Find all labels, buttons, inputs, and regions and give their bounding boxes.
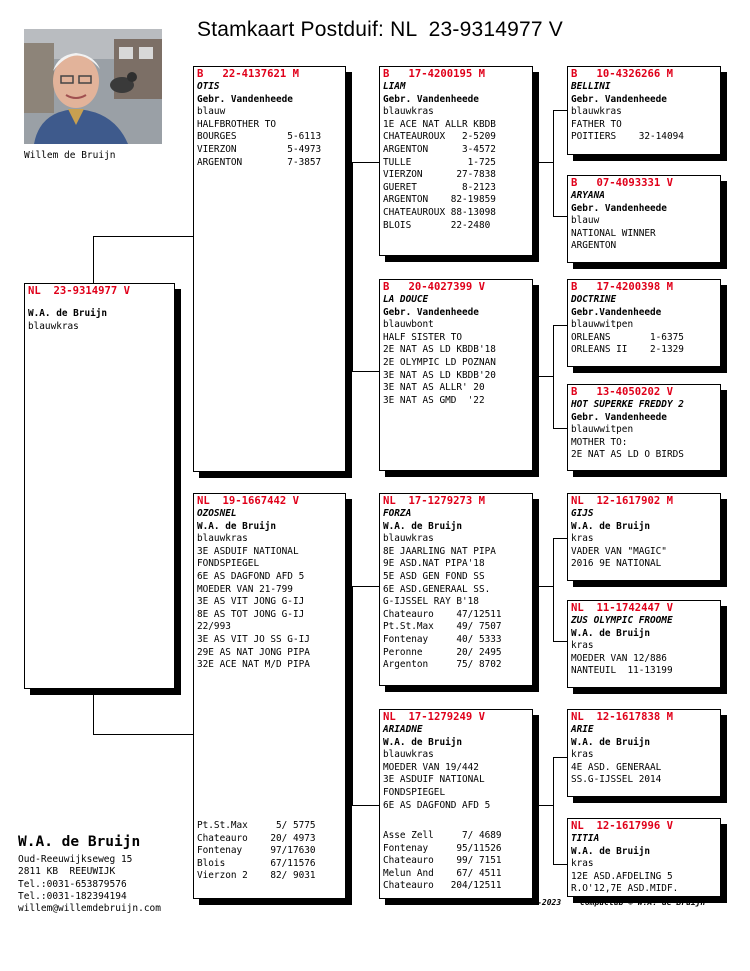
text-line: Chateauro 204/12511	[383, 880, 502, 892]
text-line: blauw	[571, 215, 600, 227]
text-line: BLOIS 22-2480	[383, 219, 491, 231]
breeder-name: Gebr.Vandenheede	[571, 306, 662, 318]
owner-address	[18, 854, 161, 915]
text-line: 3E AS VIT JONG G-IJ	[197, 596, 305, 608]
ring-number: NL 23-9314977 V	[28, 285, 131, 297]
pigeon-color: blauwkras	[28, 320, 79, 332]
text-line: willem@willemdebruijn.com	[18, 903, 161, 915]
pedigree-lines	[383, 319, 528, 407]
text-line: Fontenay 97/17630	[197, 845, 316, 857]
pigeon-name: FORZA	[383, 508, 412, 519]
text-line: 12E ASD.AFDELING 5	[571, 870, 673, 882]
pigeon-name: DOCTRINE	[571, 294, 617, 305]
text-line: CHATEAUROUX 2-5209	[383, 131, 496, 143]
text-line: MOTHER TO:	[571, 436, 628, 448]
page-title: Stamkaart Postduif: NL 23-9314977 V	[197, 18, 563, 41]
sire-sire-sire-card[interactable]	[567, 66, 721, 155]
text-line: 22/993	[197, 621, 231, 633]
text-line: 29E AS NAT JONG PIPA	[197, 646, 310, 658]
ring-number: NL 17-1279273 M	[383, 495, 486, 507]
pedigree-lines	[197, 106, 341, 169]
text-line: POITIERS 32-14094	[571, 131, 684, 143]
ring-number: NL 11-1742447 V	[571, 602, 674, 614]
connector-line	[553, 325, 554, 428]
ring-number: B 17-4200195 M	[383, 68, 486, 80]
pedigree-lines	[383, 749, 528, 812]
pigeon-name: OTIS	[197, 81, 220, 92]
text-line: blauwkras	[197, 533, 248, 545]
owner-contact	[18, 834, 161, 915]
breeder-name: W.A. de Bruijn	[571, 627, 651, 639]
text-line: BOURGES 5-6113	[197, 131, 322, 143]
text-line: 2E NAT AS LD O BIRDS	[571, 449, 684, 461]
race-results	[383, 830, 502, 893]
text-line: HALFBROTHER TO	[197, 118, 277, 130]
connector-line	[553, 538, 554, 641]
text-line: 8E AS TOT JONG G-IJ	[197, 608, 305, 620]
pigeon-name: ZUS OLYMPIC FROOME	[571, 615, 673, 626]
text-line: Chateauro 47/12511	[383, 608, 502, 620]
text-line: 2E OLYMPIC LD POZNAN	[383, 356, 496, 368]
ring-number: NL 12-1617996 V	[571, 820, 674, 832]
sire-sire-dam-card[interactable]	[567, 175, 721, 263]
dam-sire-dam-card[interactable]	[567, 600, 721, 688]
connector-line	[553, 428, 567, 429]
sire-sire-card[interactable]	[379, 66, 533, 256]
text-line: SS.G-IJSSEL 2014	[571, 774, 662, 786]
text-line: 9E ASD.NAT PIPA'18	[383, 558, 485, 570]
owner-name: W.A. de Bruijn	[18, 834, 141, 850]
text-line: Tel.:0031-182394194	[18, 890, 127, 902]
connector-line	[352, 586, 353, 805]
pedigree-lines	[383, 533, 528, 672]
connector-line	[553, 325, 567, 326]
text-line: Peronne 20/ 2495	[383, 646, 502, 658]
pigeon-name: OZOSNEL	[197, 508, 237, 519]
connector-line	[93, 236, 94, 284]
pigeon-name: ARYANA	[571, 190, 605, 201]
text-line: Asse Zell 7/ 4689	[383, 830, 502, 841]
text-line: 2811 KB REEUWIJK	[18, 866, 116, 878]
text-line: 3E NAT AS GMD '22	[383, 394, 485, 406]
text-line: Chateauro 99/ 7151	[383, 855, 502, 867]
text-line: TULLE 1-725	[383, 156, 496, 168]
breeder-name: Gebr. Vandenheede	[383, 93, 479, 105]
text-line: Fontenay 95/11526	[383, 842, 502, 854]
connector-line	[537, 586, 553, 587]
sire-dam-sire-card[interactable]	[567, 279, 721, 367]
text-line: kras	[571, 640, 594, 652]
text-line: 2E NAT AS LD KBDB'18	[383, 344, 496, 356]
ring-number: B 22-4137621 M	[197, 68, 300, 80]
text-line: 3E ASDUIF NATIONAL	[197, 545, 299, 557]
text-line: ARGENTON 82-19859	[383, 194, 496, 206]
dam-sire-card[interactable]	[379, 493, 533, 686]
ring-number: B 13-4050202 V	[571, 386, 674, 398]
text-line: 3E AS VIT JO SS G-IJ	[197, 633, 310, 645]
text-line: 8E JAARLING NAT PIPA	[383, 545, 496, 557]
text-line: Melun And 67/ 4511	[383, 867, 502, 879]
text-line: blauwkras	[383, 106, 434, 118]
text-line: R.O'12,7E ASD.MIDF.	[571, 883, 679, 895]
sire-card[interactable]	[193, 66, 346, 472]
ring-number: NL 19-1667442 V	[197, 495, 300, 507]
ring-number: B 20-4027399 V	[383, 281, 486, 293]
dam-card[interactable]	[193, 493, 346, 899]
connector-line	[537, 805, 553, 806]
pigeon-name: HOT SUPERKE FREDDY 2	[571, 399, 684, 410]
breeder-name: W.A. de Bruijn	[383, 736, 463, 748]
text-line: 4E ASD. GENERAAL	[571, 761, 662, 773]
connector-line	[93, 689, 94, 734]
text-line: Argenton 75/ 8702	[383, 659, 502, 671]
breeder-name: Gebr. Vandenheede	[197, 93, 293, 105]
text-line: Pt.St.Max 5/ 5775	[197, 820, 316, 831]
text-line: 6E AS DAGFOND AFD 5	[383, 799, 491, 811]
subject-pigeon-card[interactable]	[24, 283, 175, 689]
print-date: 29-10-2023	[513, 898, 562, 907]
sire-dam-card[interactable]	[379, 279, 533, 471]
text-line: blauwwitpen	[571, 319, 634, 331]
text-line: blauw	[197, 106, 226, 118]
pigeon-name: LA DOUCE	[383, 294, 429, 305]
pedigree-lines	[197, 533, 341, 672]
text-line: kras	[571, 533, 594, 545]
text-line: blauwkras	[571, 106, 622, 118]
connector-line	[352, 162, 353, 272]
pedigree-lines	[571, 533, 716, 571]
connector-line	[352, 805, 379, 806]
text-line: Pt.St.Max 49/ 7507	[383, 621, 502, 633]
pedigree-lines	[571, 106, 716, 144]
text-line: FATHER TO	[571, 118, 622, 130]
breeder-name: W.A. de Bruijn	[571, 736, 651, 748]
connector-line	[553, 110, 567, 111]
text-line: Blois 67/11576	[197, 857, 316, 869]
pigeon-name: GIJS	[571, 508, 594, 519]
text-line: blauwkras	[383, 749, 434, 761]
dam-dam-card[interactable]	[379, 709, 533, 899]
photo-caption: Willem de Bruijn	[24, 150, 116, 161]
pigeon-name: ARIADNE	[383, 724, 423, 735]
pedigree-lines	[571, 749, 716, 787]
text-line: VIERZON 27-7838	[383, 169, 496, 181]
connector-line	[352, 371, 379, 372]
breeder-name: Gebr. Vandenheede	[571, 93, 667, 105]
race-results	[197, 820, 316, 883]
pedigree-lines	[571, 319, 716, 357]
breeder-name: Gebr. Vandenheede	[383, 306, 479, 318]
ring-number: NL 12-1617838 M	[571, 711, 674, 723]
dam-dam-sire-card[interactable]	[567, 709, 721, 797]
pedigree-lines	[571, 424, 716, 462]
text-line: 3E NAT AS LD KBDB'20	[383, 369, 496, 381]
breeder-name: W.A. de Bruijn	[197, 520, 277, 532]
connector-line	[537, 376, 553, 377]
text-line: 2016 9E NATIONAL	[571, 558, 662, 570]
pigeon-name: BELLINI	[571, 81, 611, 92]
connector-line	[93, 734, 193, 735]
text-line: 3E NAT AS ALLR' 20	[383, 382, 485, 394]
pedigree-lines	[383, 106, 528, 232]
text-line: Oud-Reeuwijkseweg 15	[18, 854, 133, 865]
connector-line	[553, 538, 567, 539]
text-line: G-IJSSEL RAY B'18	[383, 596, 479, 608]
text-line: Chateauro 20/ 4973	[197, 832, 316, 844]
text-line: NANTEUIL 11-13199	[571, 665, 673, 677]
text-line: FONDSPIEGEL	[197, 558, 260, 570]
text-line: blauwkras	[383, 533, 434, 545]
pigeon-name: LIAM	[383, 81, 406, 92]
text-line: FONDSPIEGEL	[383, 786, 446, 798]
text-line: Vierzon 2 82/ 9031	[197, 870, 316, 882]
connector-line	[553, 216, 567, 217]
ring-number: B 17-4200398 M	[571, 281, 674, 293]
text-line: 3E ASDUIF NATIONAL	[383, 774, 485, 786]
text-line: kras	[571, 858, 594, 870]
text-line: ARGENTON 3-4572	[383, 143, 496, 155]
connector-line	[553, 757, 554, 864]
text-line: 1E ACE NAT ALLR KBDB	[383, 118, 496, 130]
ring-number: B 07-4093331 V	[571, 177, 674, 189]
text-line: 5E ASD GEN FOND SS	[383, 570, 485, 582]
text-line: 6E AS DAGFOND AFD 5	[197, 570, 305, 582]
connector-line	[553, 641, 567, 642]
connector-line	[553, 757, 567, 758]
text-line: ORLEANS 1-6375	[571, 331, 684, 343]
text-line: blauwwitpen	[571, 424, 634, 436]
text-line: ARGENTON	[571, 240, 617, 252]
breeder-name: Gebr. Vandenheede	[571, 202, 667, 214]
connector-line	[553, 864, 567, 865]
connector-line	[93, 236, 193, 237]
breeder-name: W.A. de Bruijn	[571, 845, 651, 857]
text-line: 6E ASD.GENERAAL SS.	[383, 583, 491, 595]
text-line: HALF SISTER TO	[383, 331, 463, 343]
connector-line	[352, 272, 353, 371]
connector-line	[352, 586, 379, 587]
ring-number: NL 17-1279249 V	[383, 711, 486, 723]
text-line: CHATEAUROUX 88-13098	[383, 206, 496, 218]
pedigree-lines	[571, 640, 716, 678]
text-line: Tel.:0031-653879576	[18, 878, 127, 890]
ring-number: B 10-4326266 M	[571, 68, 674, 80]
text-line: blauwbont	[383, 319, 434, 331]
text-line: ARGENTON 7-3857	[197, 156, 322, 168]
connector-line	[553, 110, 554, 216]
text-line: MOEDER VAN 19/442	[383, 761, 479, 773]
text-line: kras	[571, 749, 594, 761]
pigeon-name: ARIE	[571, 724, 594, 735]
footer-credit: Compuclub © W.A. de Bruijn	[580, 898, 706, 907]
dam-dam-dam-card[interactable]	[567, 818, 721, 897]
breeder-name: W.A. de Bruijn	[383, 520, 463, 532]
connector-line	[346, 695, 352, 696]
text-line: GUERET 8-2123	[383, 181, 496, 193]
connector-line	[537, 162, 553, 163]
text-line: ORLEANS II 2-1329	[571, 344, 684, 356]
text-line: NATIONAL WINNER	[571, 227, 656, 239]
pedigree-lines	[571, 215, 716, 253]
ring-number: NL 12-1617902 M	[571, 495, 674, 507]
breeder-name: Gebr. Vandenheede	[571, 411, 667, 423]
text-line: MOEDER VAN 12/886	[571, 652, 667, 664]
text-line: MOEDER VAN 21-799	[197, 583, 293, 595]
owner-photo	[24, 29, 162, 144]
text-line: VIERZON 5-4973	[197, 143, 322, 155]
connector-line	[352, 162, 379, 163]
breeder-name: W.A. de Bruijn	[571, 520, 651, 532]
text-line: VADER VAN "MAGIC"	[571, 545, 667, 557]
text-line: 32E ACE NAT M/D PIPA	[197, 659, 310, 671]
dam-sire-sire-card[interactable]	[567, 493, 721, 581]
pedigree-lines	[571, 858, 716, 896]
breeder-name: W.A. de Bruijn	[28, 308, 108, 319]
sire-dam-dam-card[interactable]	[567, 384, 721, 471]
text-line: Fontenay 40/ 5333	[383, 633, 502, 645]
pigeon-name: TITIA	[571, 833, 600, 844]
